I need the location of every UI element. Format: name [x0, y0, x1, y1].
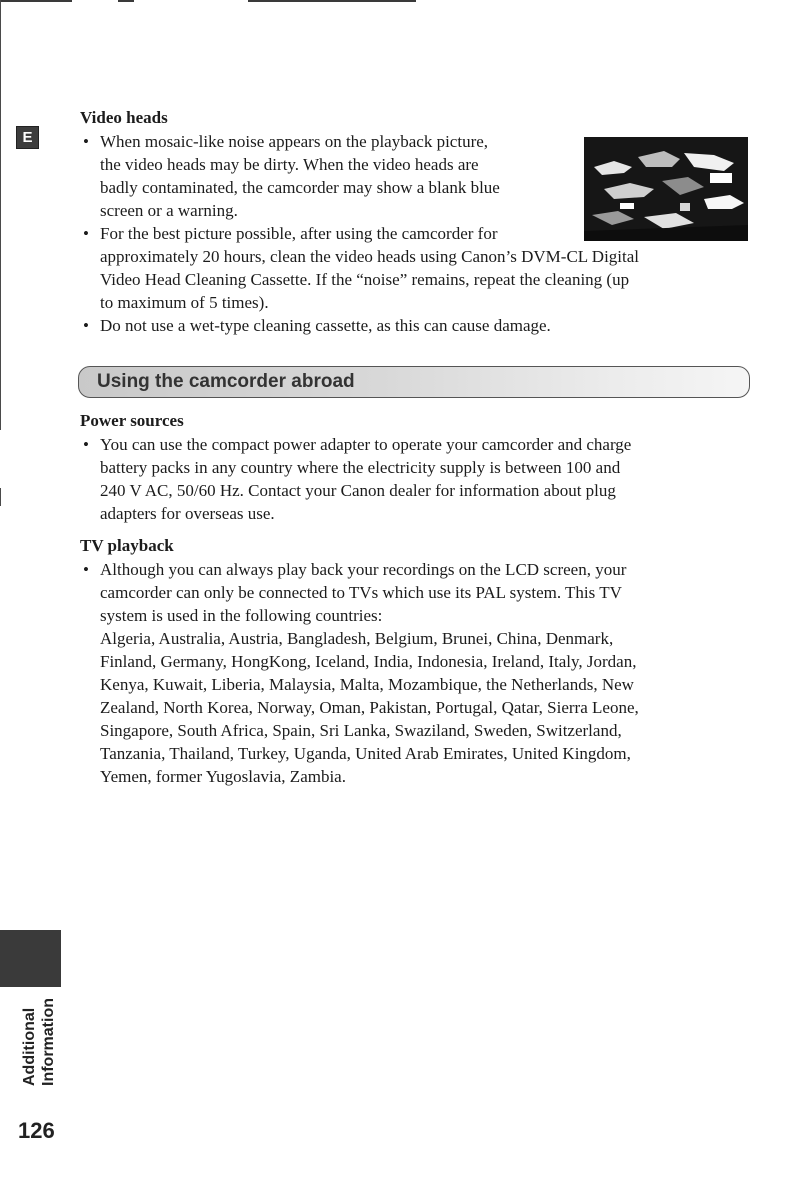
bullet-dot: •: [83, 316, 89, 335]
bullet-line: system is used in the following countries:: [100, 606, 383, 625]
bullet-line: Although you can always play back your recordings on the LCD screen, your: [100, 560, 627, 579]
side-label-line-1: Additional: [21, 1007, 38, 1086]
section-banner: [78, 366, 750, 398]
bullet-line: You can use the compact power adapter to operate your camcorder and charge: [100, 435, 632, 454]
bullet-line: screen or a warning.: [100, 201, 238, 220]
bullet-dot: •: [83, 560, 89, 579]
bullet-line: Zealand, North Korea, Norway, Oman, Pakistan, Portugal, Qatar, Sierra Leone,: [100, 698, 639, 717]
power-sources-section: [80, 409, 750, 525]
bullet-dot: •: [83, 132, 89, 151]
video-heads-heading: Video heads: [80, 108, 168, 127]
tv-playback-heading: TV playback: [80, 536, 174, 555]
bullet-line: Algeria, Australia, Austria, Bangladesh, Belgium, Brunei, China, Denmark,: [100, 629, 614, 648]
top-rule-right: [248, 0, 416, 2]
bullet-line: approximately 20 hours, clean the video heads using Canon’s DVM-CL Digital: [100, 247, 640, 266]
bullet-line: When mosaic-like noise appears on the playback picture,: [100, 132, 489, 151]
bullet-line: adapters for overseas use.: [100, 504, 275, 523]
bullet-line: Video Head Cleaning Cassette. If the “noise” remains, repeat the cleaning (up: [100, 270, 630, 289]
bullet-line: battery packs in any country where the electricity supply is between 100 and: [100, 458, 621, 477]
language-badge: E: [16, 126, 39, 149]
bullet-line: Do not use a wet-type cleaning cassette, as this can cause damage.: [100, 316, 551, 335]
section-title: Using the camcorder abroad: [97, 371, 355, 392]
side-section-label-text: [20, 990, 64, 1086]
bullet-line: Finland, Germany, HongKong, Iceland, India, Indonesia, Ireland, Italy, Jordan,: [100, 652, 637, 671]
mosaic-noise-picture: [584, 137, 748, 241]
bullet-line: Yemen, former Yugoslavia, Zambia.: [100, 767, 346, 786]
bullet-line: Tanzania, Thailand, Turkey, Uganda, United Arab Emirates, United Kingdom,: [100, 744, 631, 763]
video-heads-bullet-3: [80, 314, 750, 337]
mosaic-noise-graphic: [584, 137, 748, 241]
side-section-label: [20, 990, 64, 1086]
page-number: 126: [18, 1118, 55, 1143]
bullet-line: Kenya, Kuwait, Liberia, Malaysia, Malta, Mozambique, the Netherlands, New: [100, 675, 634, 694]
left-margin-rule-short: [0, 488, 1, 506]
bullet-line: camcorder can only be connected to TVs which use its PAL system. This TV: [100, 583, 622, 602]
top-rule-mid: [118, 0, 134, 2]
power-sources-heading: Power sources: [80, 411, 184, 430]
tv-playback-section: [80, 534, 750, 788]
bullet-dot: •: [83, 224, 89, 243]
top-rule-left: [0, 0, 72, 2]
tv-playback-bullet-1: [80, 558, 750, 788]
side-label-line-2: Information: [40, 998, 57, 1086]
bullet-line: For the best picture possible, after using the camcorder for: [100, 224, 498, 243]
bullet-line: 240 V AC, 50/60 Hz. Contact your Canon dealer for information about plug: [100, 481, 616, 500]
bullet-line: Singapore, South Africa, Spain, Sri Lanka, Swaziland, Sweden, Switzerland,: [100, 721, 622, 740]
bullet-line: badly contaminated, the camcorder may show a blank blue: [100, 178, 500, 197]
section-tab-marker: [0, 930, 61, 987]
bullet-dot: •: [83, 435, 89, 454]
bullet-line: to maximum of 5 times).: [100, 293, 269, 312]
left-margin-rule: [0, 0, 1, 430]
power-sources-bullet-1: [80, 433, 750, 525]
bullet-line: the video heads may be dirty. When the video heads are: [100, 155, 479, 174]
